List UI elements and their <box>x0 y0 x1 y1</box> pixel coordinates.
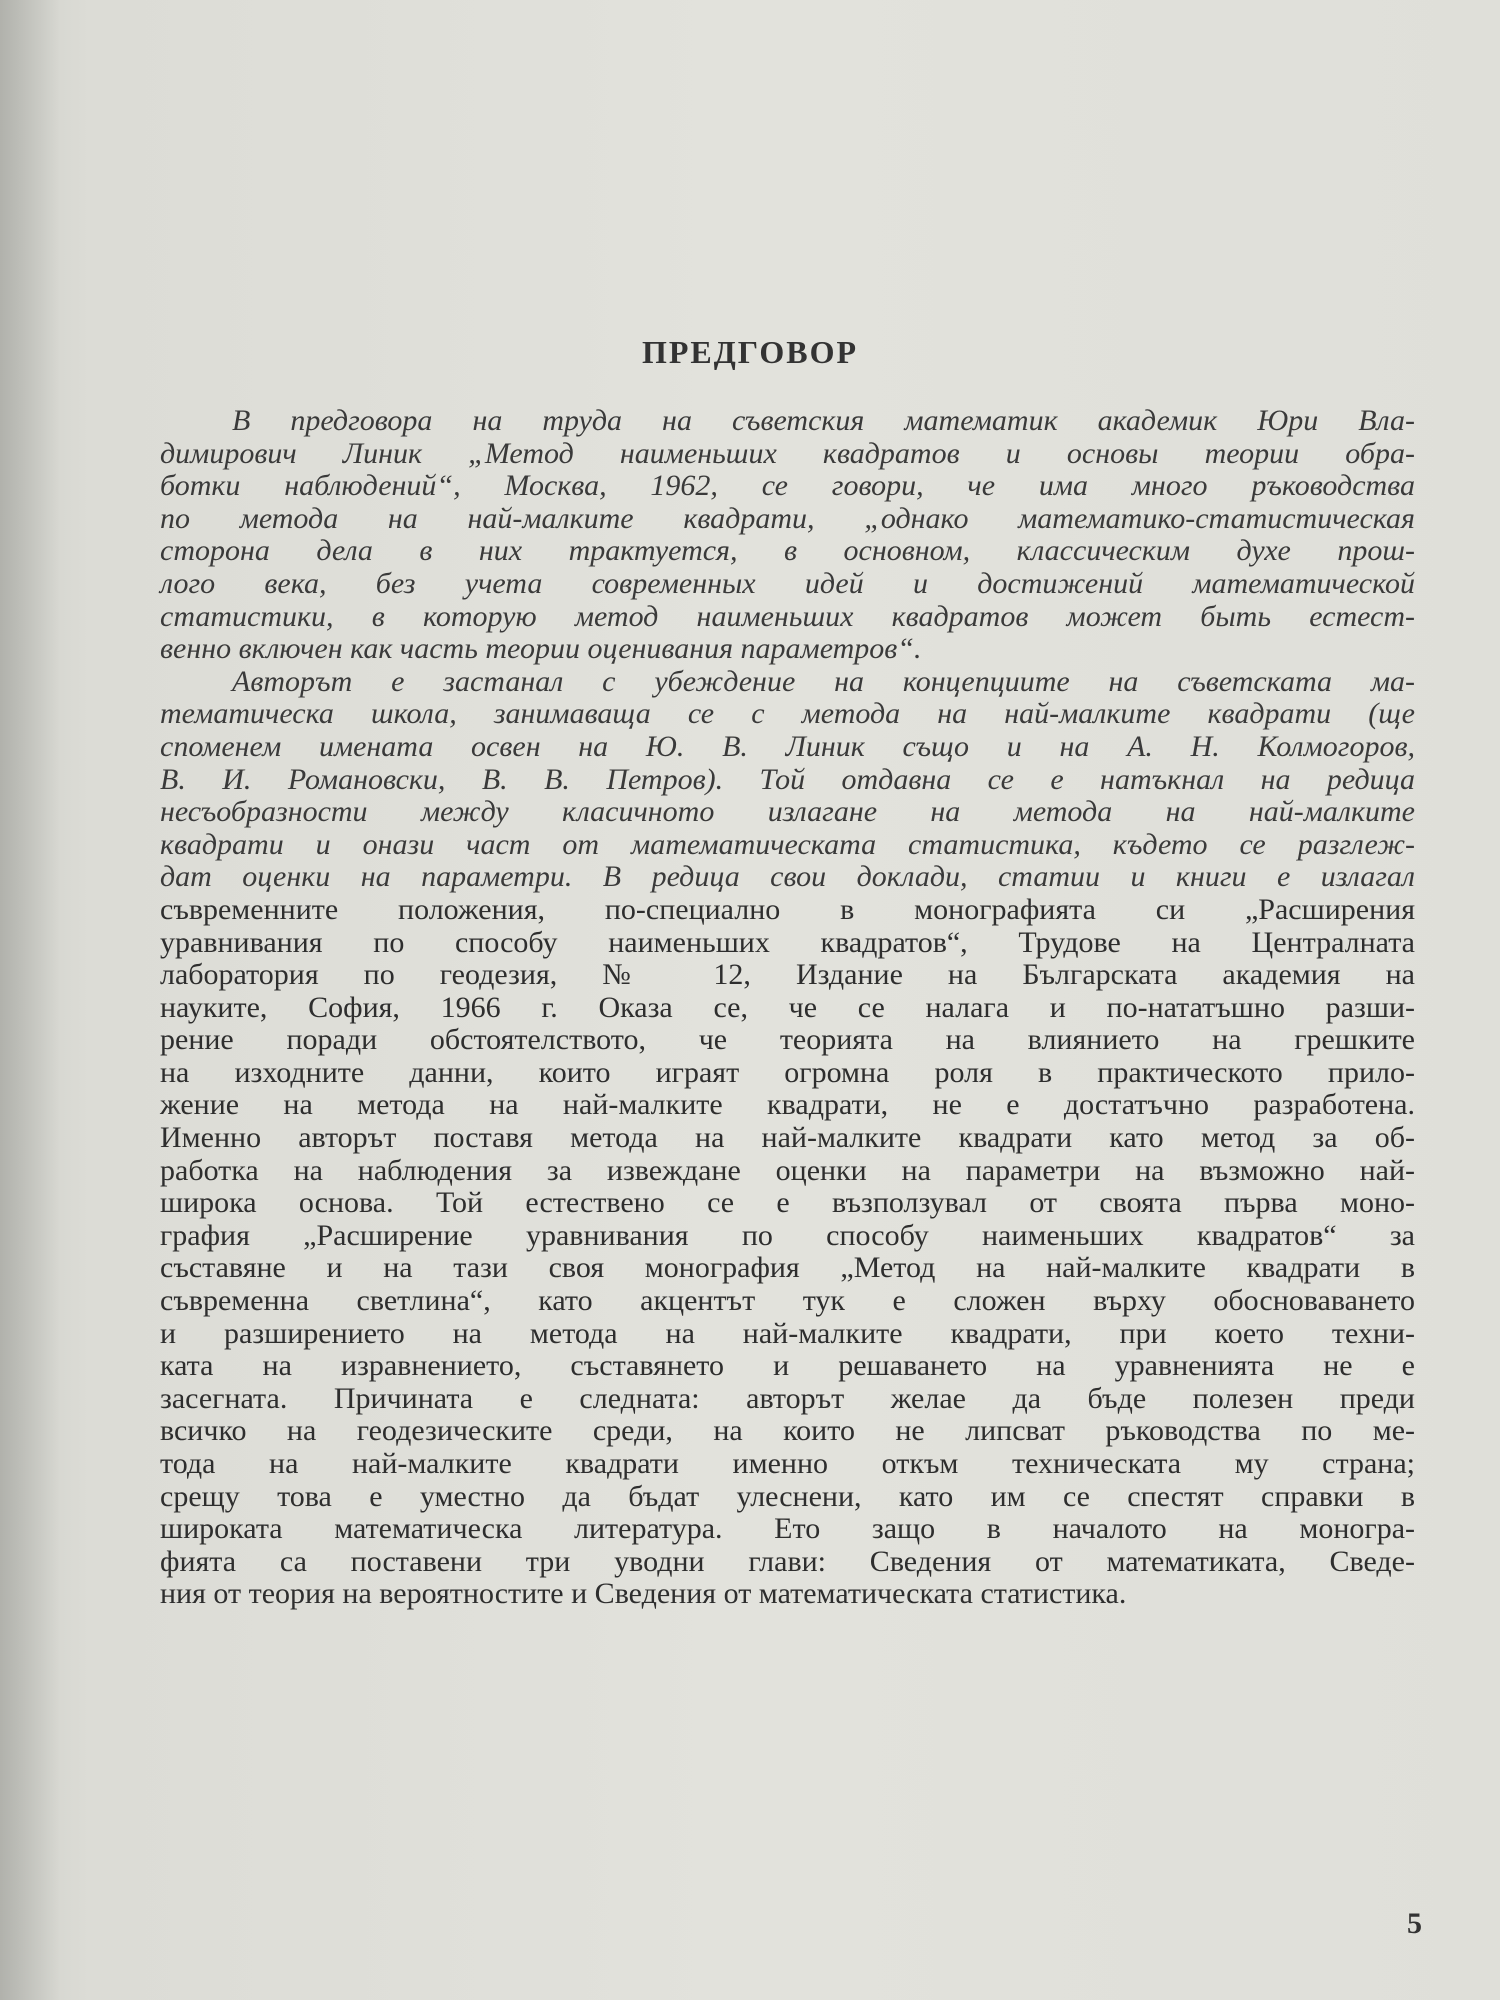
text-line: венно включен как часть теории оценивания параметров“. <box>160 632 922 666</box>
text-line: ния от теория на вероятностите и Сведения от математическата статистика. <box>160 1577 1127 1611</box>
text-line: на изходните данни, които играят огромна роля в практическото прило- <box>160 1055 1415 1089</box>
text-line: всичко на геодезическите среди, на които не липсват ръководства по ме- <box>160 1414 1415 1448</box>
text-line: широката математическа литература. Ето защо в началото на моногра- <box>160 1512 1415 1546</box>
text-line: съвременна светлина“, като акцентът тук е сложен върху обосноваването <box>160 1284 1415 1318</box>
text-line: дат оценки на параметри. В редица свои доклади, статии и книги е излагал <box>160 860 1415 894</box>
text-line: тода на най-малките квадрати именно откъм техническата му страна; <box>160 1447 1415 1480</box>
text-line: срещу това е уместно да бъдат улеснени, като им се спестят справки в <box>160 1479 1415 1513</box>
text-line: сторона дела в них трактуется, в основном, классическим духе прош- <box>160 534 1415 568</box>
text-line: широка основа. Той естествено се е възползувал от своята първа моно- <box>160 1186 1415 1220</box>
text-line: квадрати и онази част от математическата статистика, където се разглеж- <box>160 827 1415 861</box>
page-number: 5 <box>1407 1907 1422 1940</box>
text-line: съставяне и на тази своя монография „Метод на най-малките квадрати в <box>160 1251 1415 1285</box>
text-line: и разширението на метода на най-малките квадрати, при което техни- <box>160 1316 1415 1350</box>
text-line: димирович Линик „Метод наименьших квадратов и основы теории обра- <box>160 436 1415 470</box>
text-line: Авторът е застанал с убеждение на концепциите на съветската ма- <box>232 664 1415 698</box>
page-title: ПРЕДГОВОР <box>641 334 859 370</box>
text-line: съвременните положения, по-специално в монографията си „Расширения <box>160 892 1415 926</box>
text-line: по метода на най-малките квадрати, „однако математико-статистическая <box>160 501 1415 535</box>
text-line: засегната. Причината е следната: авторът желае да бъде полезен преди <box>160 1381 1415 1415</box>
text-line: работка на наблюдения за извеждане оценки на параметри на възможно най- <box>160 1153 1415 1187</box>
text-line: споменем имената освен на Ю. В. Линик също и на А. Н. Колмогоров, <box>160 729 1415 763</box>
text-line: уравнивания по способу наименьших квадратов“, Трудове на Централната <box>160 925 1415 959</box>
text-line: жение на метода на най-малките квадрати, не е достатъчно разработена. <box>160 1088 1415 1122</box>
text-line: В. И. Романовски, В. В. Петров). Той отдавна се е натъкнал на редица <box>160 762 1415 796</box>
text-line: ката на изравнението, съставянето и решаването на уравненията не е <box>160 1349 1415 1383</box>
text-line: графия „Расширение уравнивания по способу наименьших квадратов“ за <box>160 1218 1415 1252</box>
text-line: тематическа школа, занимаваща се с метода на най-малките квадрати (ще <box>160 697 1415 731</box>
text-line: лаборатория по геодезия, № 12, Издание на Българската академия на <box>160 958 1415 992</box>
text-line: науките, София, 1966 г. Оказа се, че се налага и по-нататъшно разши- <box>160 990 1415 1024</box>
preface-body <box>160 405 1415 1611</box>
text-line: фията са поставени три уводни глави: Сведения от математиката, Сведе- <box>160 1544 1415 1578</box>
page-gutter-shadow <box>0 0 60 2000</box>
text-line: лого века, без учета современных идей и достижений математической <box>160 566 1415 600</box>
text-line: В предговора на труда на съветския математик академик Юри Вла- <box>232 404 1415 437</box>
text-line: ботки наблюдений“, Москва, 1962, се говори, че има много ръководства <box>160 469 1415 503</box>
text-line: статистики, в которую метод наименьших квадратов может быть естест- <box>160 599 1415 633</box>
text-line: Именно авторът поставя метода на най-малките квадрати като метод за об- <box>160 1121 1415 1155</box>
text-line: рение поради обстоятелството, че теорията на влиянието на грешките <box>160 1023 1415 1057</box>
text-line: несъобразности между класичното излагане на метода на най-малките <box>160 795 1415 829</box>
